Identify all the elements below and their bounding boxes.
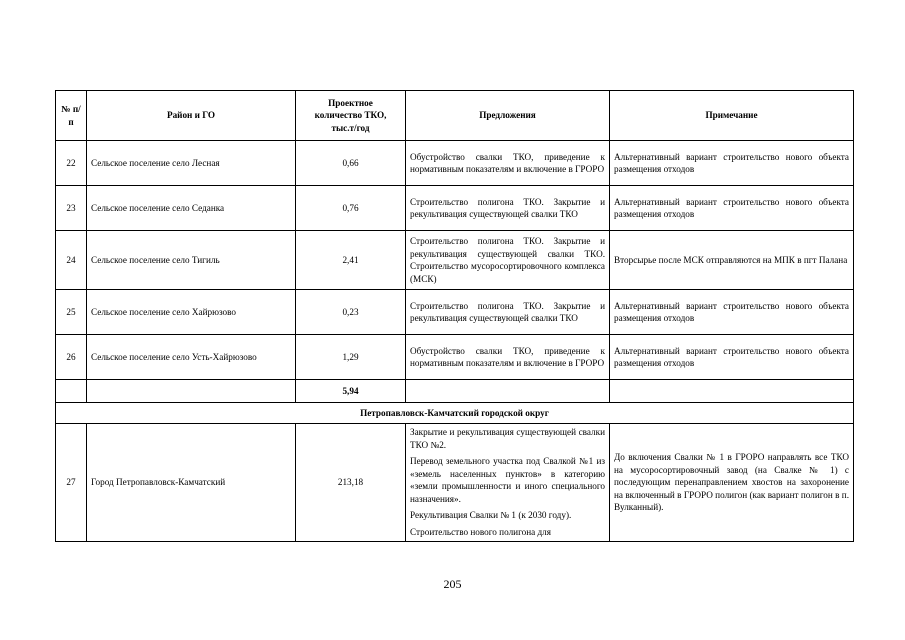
row-volume: 213,18 <box>296 424 406 542</box>
row-proposal: Строительство полигона ТКО. Закрытие и рекультивация существующей свалки ТКО <box>406 186 610 231</box>
section-title: Петропавловск-Камчатский городской округ <box>56 403 854 424</box>
header-proposals: Предложения <box>406 91 610 141</box>
row-district: Сельское поселение село Хайрюзово <box>87 290 296 335</box>
row-note: До включения Свалки № 1 в ГРОРО направлять все ТКО на мусоросортировочный завод (на Свалке № 1) с последующим перенаправлением хвостов на захоронение на включенный в ГРОРО полигон (как вариант полигон в п. Вулканный). <box>610 424 854 542</box>
proposal-paragraph: Перевод земельного участка под Свалкой №1 из «земель населенных пунктов» в категорию «земли промышленности и иного специального назначения». <box>410 456 605 504</box>
row-proposal: Обустройство свалки ТКО, приведение к нормативным показателям и включение в ГРОРО <box>406 141 610 186</box>
table-header-row <box>56 91 854 141</box>
row-proposal: Строительство полигона ТКО. Закрытие и рекультивация существующей свалки ТКО <box>406 290 610 335</box>
row-volume: 0,76 <box>296 186 406 231</box>
row-proposal <box>406 424 610 542</box>
total-empty-note <box>610 380 854 403</box>
row-volume: 0,66 <box>296 141 406 186</box>
row-volume: 1,29 <box>296 335 406 380</box>
header-district: Район и ГО <box>87 91 296 141</box>
total-empty-num <box>56 380 87 403</box>
row-note: Альтернативный вариант строительство нового объекта размещения отходов <box>610 141 854 186</box>
header-num: № п/п <box>56 91 87 141</box>
page-number: 205 <box>443 577 462 591</box>
row-volume: 2,41 <box>296 231 406 290</box>
row-district: Сельское поселение село Тигиль <box>87 231 296 290</box>
row-proposal: Обустройство свалки ТКО, приведение к нормативным показателям и включение в ГРОРО <box>406 335 610 380</box>
waste-table <box>55 90 854 542</box>
table-row <box>56 186 854 231</box>
proposal-paragraph: Закрытие и рекультивация существующей свалки ТКО №2. <box>410 427 605 450</box>
row-num: 23 <box>56 186 87 231</box>
table-row <box>56 290 854 335</box>
total-empty-proposal <box>406 380 610 403</box>
row-district: Сельское поселение село Усть-Хайрюзово <box>87 335 296 380</box>
row-note: Альтернативный вариант строительство нового объекта размещения отходов <box>610 335 854 380</box>
proposal-paragraph: Строительство нового полигона для <box>410 526 551 537</box>
header-volume-line3: тыс.т/год <box>331 122 370 133</box>
row-district: Сельское поселение село Седанка <box>87 186 296 231</box>
row-note: Альтернативный вариант строительство нового объекта размещения отходов <box>610 290 854 335</box>
header-volume-line2: количество ТКО, <box>314 110 387 121</box>
row-district: Сельское поселение село Лесная <box>87 141 296 186</box>
total-empty-district <box>87 380 296 403</box>
header-notes: Примечание <box>610 91 854 141</box>
row-district: Город Петропавловск-Камчатский <box>87 424 296 542</box>
row-num: 27 <box>56 424 87 542</box>
table-row <box>56 424 854 542</box>
row-volume: 0,23 <box>296 290 406 335</box>
row-note: Альтернативный вариант строительство нового объекта размещения отходов <box>610 186 854 231</box>
section-row <box>56 403 854 424</box>
header-volume-line1: Проектное <box>328 97 373 108</box>
row-num: 26 <box>56 335 87 380</box>
row-num: 22 <box>56 141 87 186</box>
row-note: Вторсырье после МСК отправляются на МПК в пгт Палана <box>610 231 854 290</box>
row-proposal: Строительство полигона ТКО. Закрытие и рекультивация существующей свалки ТКО. Строительство мусоросортировочного комплекса (МСК) <box>406 231 610 290</box>
total-volume: 5,94 <box>296 380 406 403</box>
header-volume <box>296 91 406 141</box>
row-num: 24 <box>56 231 87 290</box>
total-row <box>56 380 854 403</box>
proposal-paragraph: Рекультивация Свалки № 1 (к 2030 году). <box>410 510 572 520</box>
table-row <box>56 335 854 380</box>
row-num: 25 <box>56 290 87 335</box>
table-row <box>56 231 854 290</box>
table-row <box>56 141 854 186</box>
